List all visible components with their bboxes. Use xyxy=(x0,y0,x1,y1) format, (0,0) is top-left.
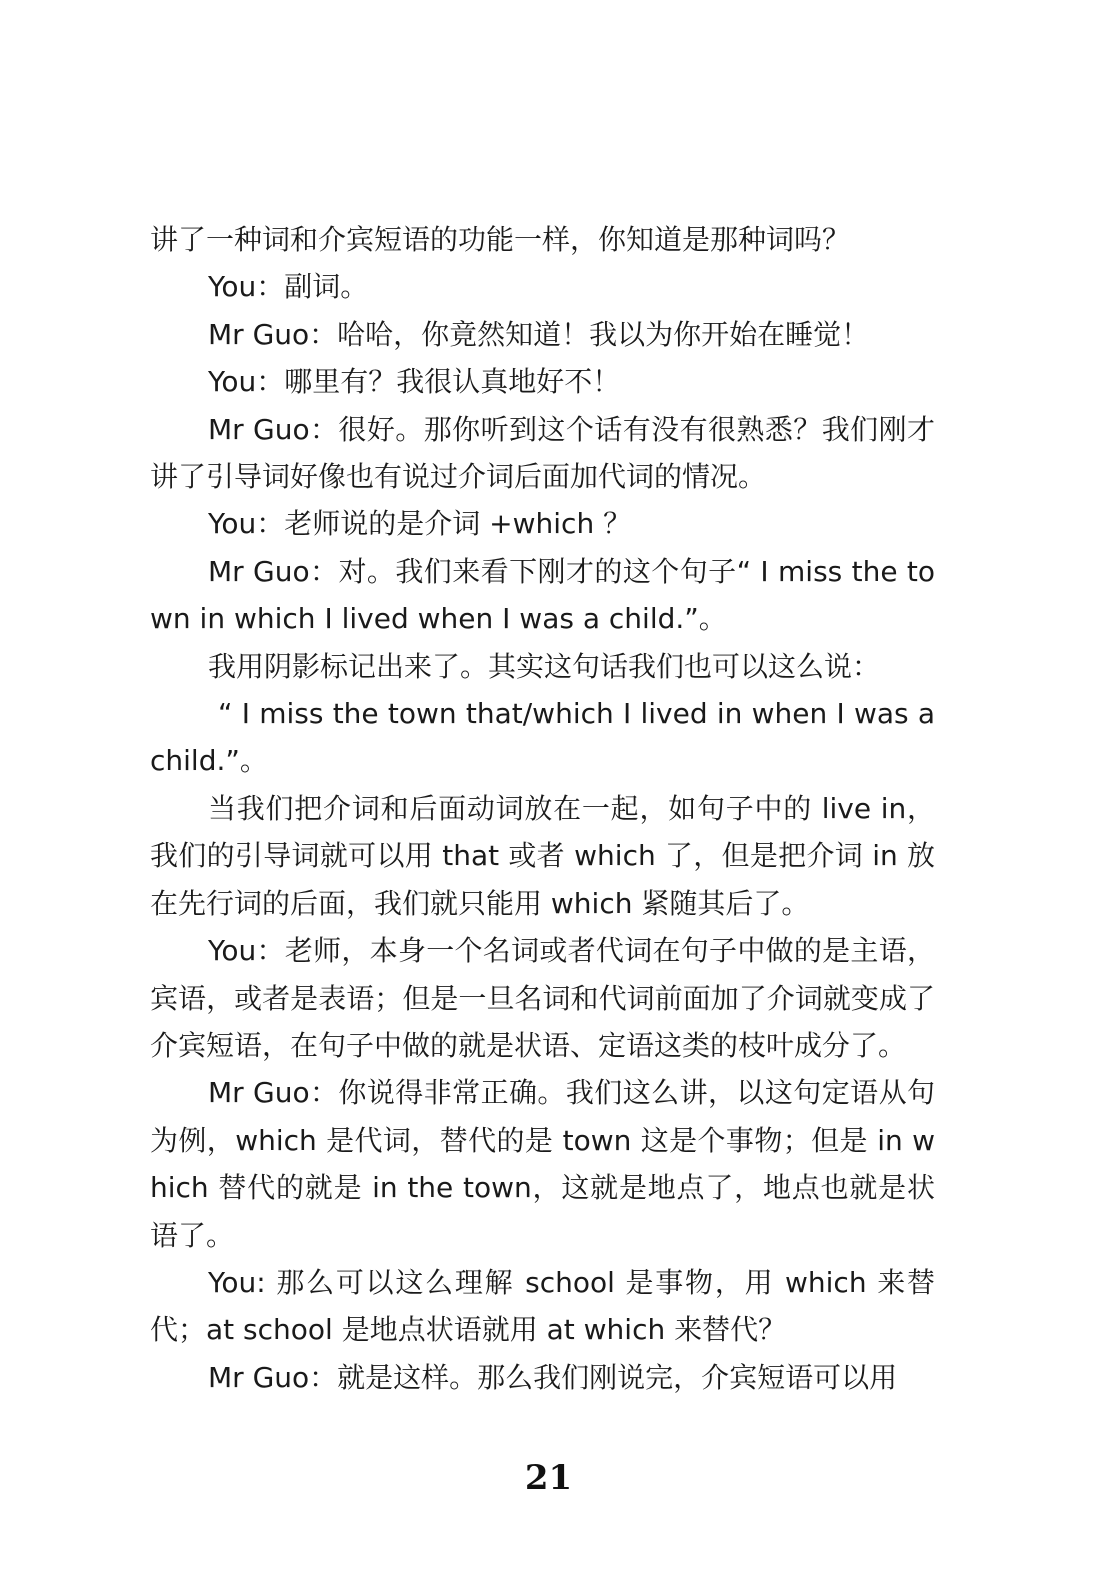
paragraph-5: Mr Guo：很好。那你听到这个话有没有很熟悉？我们刚才讲了引导词好像也有说过介词后面加代词的情况。 xyxy=(150,412,935,494)
paragraph-4: You：哪里有？我很认真地好不！ xyxy=(208,365,621,399)
paragraph-10: 当我们把介词和后面动词放在一起，如句子中的 live in，我们的引导词就可以用 that 或者 which 了，但是把介词 in 放在先行词的后面，我们就只能用 which 紧随其后了。 xyxy=(150,791,935,920)
paragraph-12: Mr Guo：你说得非常正确。我们这么讲，以这句定语从句为例，which 是代词，替代的是 town 这是个事物；但是 in which 替代的就是 in the town，这就是地点了，地点也就是状语了。 xyxy=(150,1076,935,1252)
paragraph-13: You: 那么可以这么理解 school 是事物，用 which 来替代；at school 是地点状语就用 at which 来替代？ xyxy=(150,1265,935,1347)
paragraph-14: Mr Guo：就是这样。那么我们刚说完，介宾短语可以用 xyxy=(208,1360,898,1394)
paragraph-3: Mr Guo：哈哈，你竟然知道！我以为你开始在睡觉！ xyxy=(208,317,870,351)
page-number: 21 xyxy=(524,1458,573,1498)
paragraph-2: You：副词。 xyxy=(208,270,369,304)
page-body xyxy=(150,216,935,1401)
paragraph-11: You：老师，本身一个名词或者代词在句子中做的是主语，宾语，或者是表语；但是一旦名词和代词前面加了介词就变成了介宾短语，在句子中做的就是状语、定语这类的枝叶成分了。 xyxy=(150,934,935,1062)
paragraph-6: You：老师说的是介词 +which ？ xyxy=(208,507,632,541)
paragraph-7: Mr Guo：对。我们来看下刚才的这个句子“ I miss the town in which I lived when I was a child.”。 xyxy=(150,554,935,636)
paragraph-9: “ I miss the town that/which I lived in when I was a child.”。 xyxy=(150,697,935,778)
paragraph-1: 讲了一种词和介宾短语的功能一样，你知道是那种词吗？ xyxy=(150,223,851,256)
paragraph-8: 我用阴影标记出来了。其实这句话我们也可以这么说： xyxy=(208,649,881,683)
